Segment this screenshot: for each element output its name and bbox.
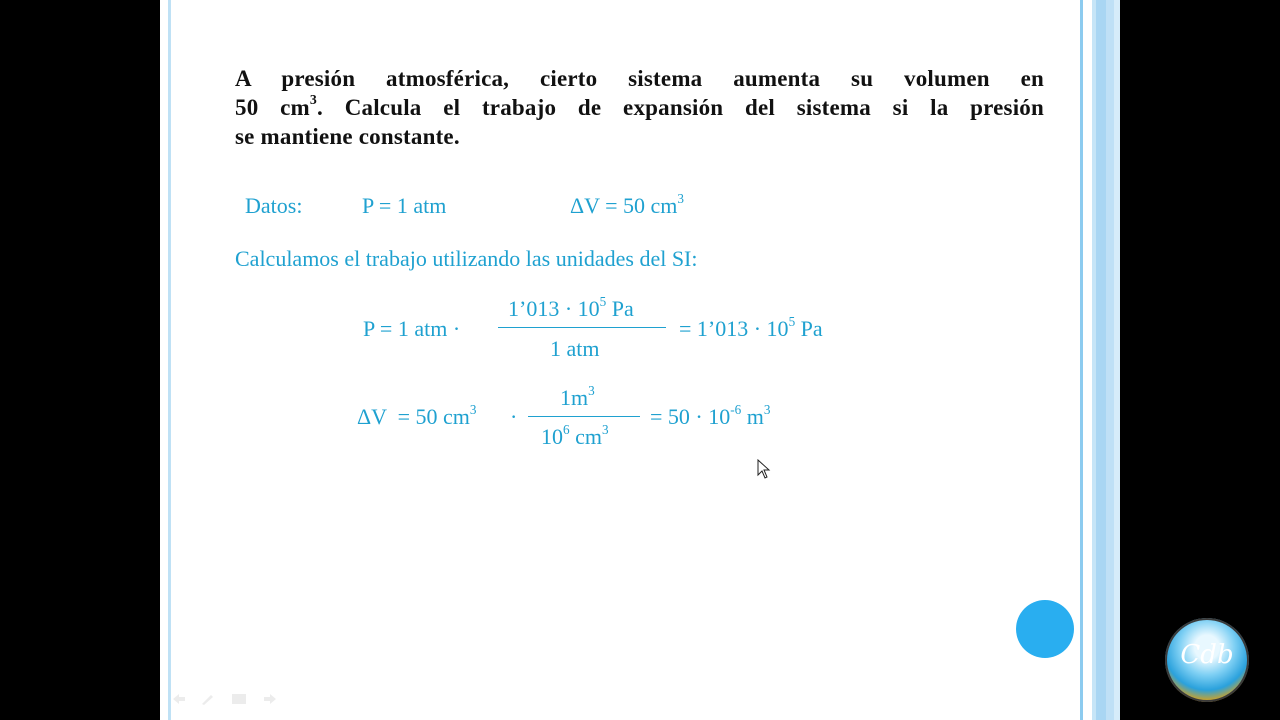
eq2-lhs: ΔV = 50 $cm^3$ (357, 401, 477, 429)
intro-text: Calculamos el trabajo utilizando las unidades del SI: (235, 246, 698, 271)
eq1-denominator: 1 atm (550, 336, 600, 361)
pen-icon[interactable] (200, 693, 216, 707)
eq1-lhs: P = 1 atm · (363, 316, 461, 341)
datos-pressure: P = 1 atm (362, 193, 447, 218)
problem-line-1: A presión atmosférica, cierto sistema aumenta su volumen en (235, 66, 1044, 91)
eq1-rhs: = 1’013 · $10^5$ Pa (679, 313, 823, 341)
eq2-rhs: = $50 \cdot 10^{-6}$ $m^3$ (650, 401, 771, 429)
eq1-numerator: 1’013 · $10^5$ Pa (508, 293, 634, 321)
logo-text: Cdb (1180, 640, 1234, 670)
decorative-circle (1016, 600, 1074, 658)
eq1-fraction-bar (498, 327, 666, 328)
datos-volume: ΔV = 50 $cm^3$ (570, 190, 685, 218)
slide-right-border (1078, 0, 1120, 720)
problem-line-2: 50 $cm^3$. Calcula el trabajo de expansión del sistema si la presión (235, 92, 1044, 120)
eq2-numerator: $1m^3$ (560, 382, 595, 410)
eq2-denominator: $10^6$ $cm^3$ (541, 421, 609, 449)
eq2-dot: · (510, 404, 518, 429)
datos-label: Datos: (245, 193, 303, 218)
problem-statement (235, 64, 1044, 151)
slide-next-icon[interactable] (263, 693, 279, 707)
menu-icon[interactable] (232, 693, 248, 707)
problem-line-3: se mantiene constante. (235, 124, 460, 149)
channel-logo (1165, 618, 1249, 702)
slide-left-border (168, 0, 171, 720)
presentation-slide (160, 0, 1120, 720)
eq2-fraction-bar (528, 416, 640, 417)
slide-prev-icon[interactable] (172, 693, 188, 707)
